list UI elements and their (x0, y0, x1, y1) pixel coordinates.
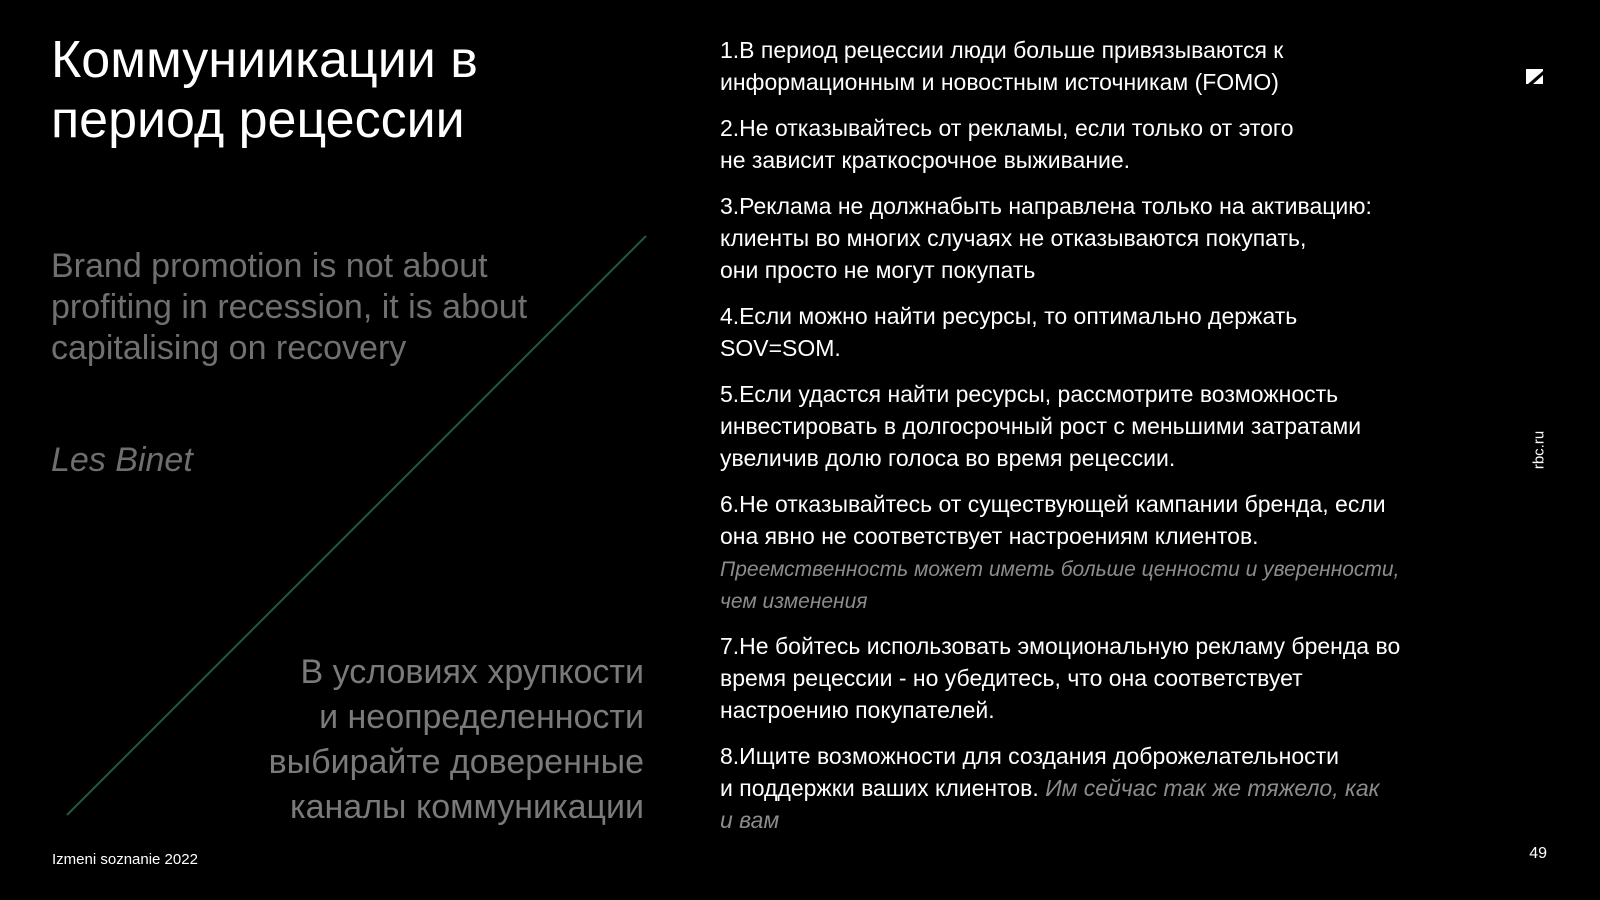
list-item (720, 112, 1520, 176)
list-item-text: 7.Не бойтесь использовать эмоциональную рекламу бренда во время рецессии - но убедитесь, что она соответствует настроению покупателей. (720, 633, 1401, 723)
page-number: 49 (1529, 845, 1547, 862)
subtitle-text: В условиях хрупкости и неопределенности выбирайте доверенные каналы коммуникации (268, 653, 644, 826)
list-item (720, 190, 1520, 286)
quote-author: Les Binet (51, 441, 193, 479)
list-item (720, 300, 1520, 364)
list-item (720, 740, 1520, 836)
list-item-text: 1.В период рецессии люди больше привязываются к информационным и новостным источникам (FOMO) (720, 37, 1284, 95)
list-item-text: 5.Если удастся найти ресурсы, рассмотрите возможность инвестировать в долгосрочный рост с меньшими затратами увеличив долю голоса во время рецессии. (720, 381, 1362, 471)
list-item (720, 34, 1520, 98)
quote-text: Brand promotion is not about profiting in recession, it is about capitalising on recovery (51, 247, 528, 367)
list-item-text: 4.Если можно найти ресурсы, то оптимально держать SOV=SOM. (720, 303, 1298, 361)
recommendations-list (720, 34, 1520, 850)
list-item (720, 488, 1520, 616)
list-item-text: 2.Не отказывайтесь от рекламы, если только от этого не зависит краткосрочное выживание. (720, 115, 1294, 173)
list-item-note: Им сейчас так же тяжело, как и вам (720, 775, 1380, 833)
footer-text: Izmeni soznanie 2022 (52, 851, 198, 868)
list-item-text: 3.Реклама не должнабыть направлена только на активацию: клиенты во многих случаях не отказываются покупать, они просто не могут покупать (720, 193, 1372, 283)
list-item (720, 378, 1520, 474)
slide-title: Коммуниикации в период рецессии (51, 31, 478, 149)
slash-square-icon (1526, 69, 1543, 84)
list-item (720, 630, 1520, 726)
list-item-text: 6.Не отказывайтесь от существующей кампании бренда, если она явно не соответствует настроениям клиентов. (720, 491, 1386, 549)
brand-vertical-label: rbc.ru (1530, 430, 1548, 470)
list-item-text: 8.Ищите возможности для создания доброжелательности и поддержки ваших клиентов. (720, 743, 1340, 801)
list-item-note: Преемственность может иметь больше ценности и уверенности, чем изменения (720, 558, 1400, 613)
